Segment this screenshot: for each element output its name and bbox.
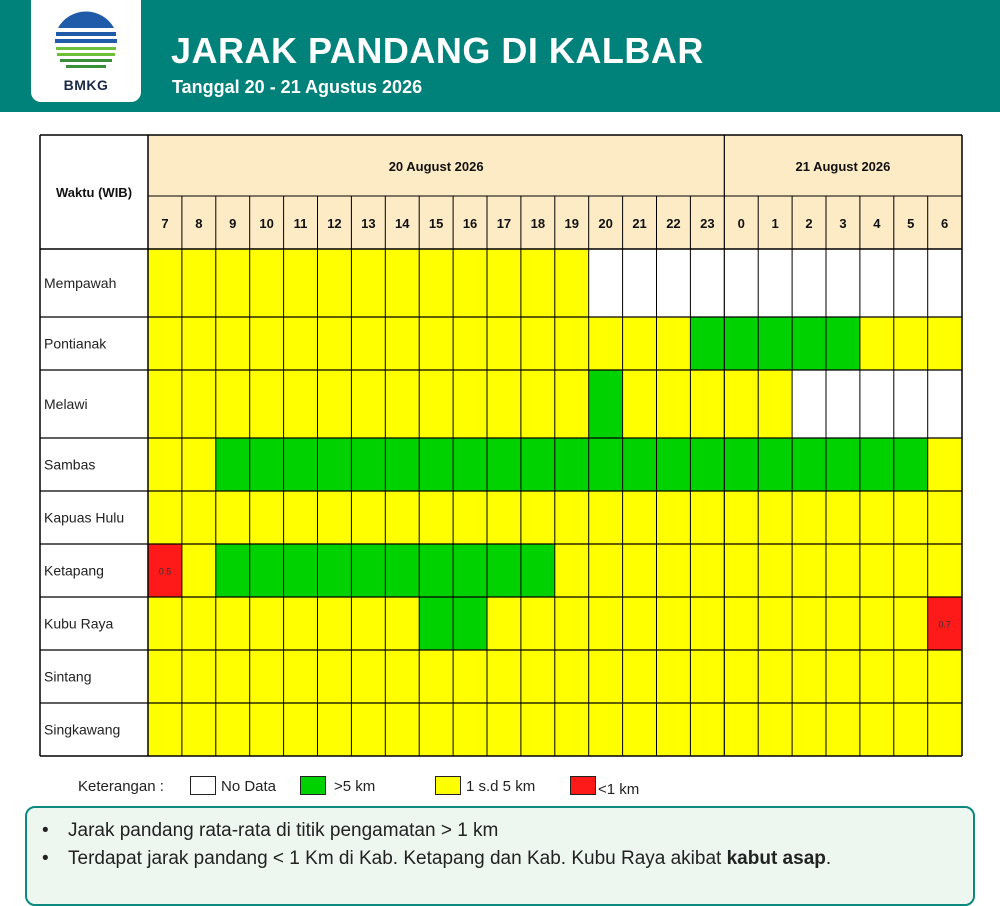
grid-cell [148,650,182,703]
grid-cell [928,249,962,317]
legend-swatch-yellow [435,776,461,795]
grid-cell [318,317,352,370]
grid-cell [589,249,623,317]
grid-cell [250,597,284,650]
grid-cell [928,370,962,438]
grid-cell [250,544,284,597]
grid-cell [758,370,792,438]
grid-cell [690,650,724,703]
grid-cell [623,438,657,491]
grid-cell [555,370,589,438]
grid-cell [589,597,623,650]
grid-cell [589,491,623,544]
grid-cell [351,438,385,491]
grid-cell [589,317,623,370]
grid-cell [318,597,352,650]
grid-cell [521,370,555,438]
grid-cell [487,703,521,756]
grid-cell [724,317,758,370]
grid-cell [623,317,657,370]
grid-cell [284,650,318,703]
grid-cell [453,249,487,317]
grid-cell [724,370,758,438]
grid-cell [589,370,623,438]
grid-cell [724,438,758,491]
grid-cell [826,544,860,597]
hour-label: 4 [873,216,881,231]
grid-cell [894,703,928,756]
grid-cell [928,491,962,544]
grid-cell [894,317,928,370]
grid-cell [690,370,724,438]
cell-value: 0.5 [158,566,172,577]
grid-cell [250,703,284,756]
grid-cell [148,597,182,650]
hour-label: 3 [839,216,847,231]
grid-cell [758,438,792,491]
hour-label: 9 [229,216,237,231]
legend-text-yellow: 1 s.d 5 km [466,778,536,795]
grid-cell [657,317,691,370]
grid-cell [148,438,182,491]
grid-cell [419,438,453,491]
row-label: Melawi [44,396,88,412]
grid-cell [318,491,352,544]
grid-cell [657,249,691,317]
cell-value: 0.7 [938,619,951,630]
hour-label: 5 [907,216,915,231]
grid-cell [250,249,284,317]
grid-cell [284,544,318,597]
grid-cell [589,650,623,703]
grid-cell [724,650,758,703]
notes-box [25,806,975,906]
row-header-label: Waktu (WIB) [55,185,133,200]
grid-cell [521,597,555,650]
grid-cell [351,703,385,756]
grid-cell [758,317,792,370]
grid-cell [589,544,623,597]
grid-cell [148,249,182,317]
grid-cell [351,650,385,703]
grid-cell [758,491,792,544]
grid-cell [521,491,555,544]
grid-cell [589,438,623,491]
grid-cell [318,438,352,491]
grid-cell [555,249,589,317]
grid-cell [860,249,894,317]
grid-cell [453,703,487,756]
grid-cell [453,438,487,491]
grid-cell [182,317,216,370]
grid-cell [250,650,284,703]
grid-cell [792,703,826,756]
grid-cell [555,650,589,703]
grid-cell [623,544,657,597]
hour-label: 2 [805,216,813,231]
grid-cell [182,703,216,756]
grid-cell [758,249,792,317]
grid-cell [623,650,657,703]
grid-cell [724,597,758,650]
grid-cell [758,544,792,597]
grid-cell [758,650,792,703]
row-label: Mempawah [44,275,117,291]
grid-cell [216,317,250,370]
grid-cell [419,703,453,756]
grid-cell [792,370,826,438]
page-subtitle: Tanggal 20 - 21 Agustus 2026 [172,77,423,97]
grid-cell [690,703,724,756]
grid-cell [657,438,691,491]
grid-cell [521,317,555,370]
grid-cell [623,703,657,756]
grid-cell [419,544,453,597]
grid-cell [657,370,691,438]
legend-label: Keterangan : [78,778,164,795]
row-label: Singkawang [44,721,121,738]
grid-cell [385,544,419,597]
grid-cell [555,317,589,370]
grid-cell [589,703,623,756]
grid-cell [453,650,487,703]
grid-cell [826,703,860,756]
grid-cell [148,703,182,756]
grid-cell [555,544,589,597]
page-title: JARAK PANDANG DI KALBAR [171,30,704,71]
grid-cell [351,317,385,370]
grid-cell [385,597,419,650]
grid-cell [419,491,453,544]
grid-cell [792,544,826,597]
grid-cell [351,249,385,317]
hour-label: 16 [462,216,478,231]
grid-cell [148,317,182,370]
legend-text-red: <1 km [598,781,640,798]
grid-cell [521,650,555,703]
grid-cell [894,370,928,438]
grid-cell [623,491,657,544]
grid-cell [385,491,419,544]
hour-label: 22 [666,216,681,231]
grid-cell [148,491,182,544]
hour-label: 15 [428,216,444,231]
hour-label: 7 [161,216,169,231]
hour-label: 23 [700,216,715,231]
hour-label: 21 [632,216,647,231]
grid-cell [284,249,318,317]
grid-cell [385,438,419,491]
grid-cell [453,491,487,544]
grid-cell [555,491,589,544]
grid-cell [826,597,860,650]
note-text-2: Terdapat jarak pandang < 1 Km di Kab. Ketapang dan Kab. Kubu Raya akibat [68,848,727,869]
grid-cell [928,438,962,491]
legend [78,775,778,801]
grid-cell [351,370,385,438]
grid-cell [318,544,352,597]
grid-cell [894,597,928,650]
grid-cell [690,317,724,370]
grid-cell [690,491,724,544]
grid-cell [182,249,216,317]
grid-cell [928,703,962,756]
grid-cell [284,370,318,438]
grid-cell [250,491,284,544]
grid-cell [792,317,826,370]
grid-cell [385,249,419,317]
grid-cell [623,597,657,650]
grid-cell [792,491,826,544]
grid-cell [826,491,860,544]
grid-cell [351,544,385,597]
grid-cell [860,370,894,438]
hour-label: 10 [259,216,274,231]
grid-cell [724,491,758,544]
grid-cell [521,438,555,491]
grid-cell [758,597,792,650]
date-label: 21 August 2026 [795,159,891,174]
grid-cell [792,438,826,491]
grid-cell [657,650,691,703]
grid-cell [216,703,250,756]
grid-cell [182,650,216,703]
grid-cell [318,249,352,317]
row-label: Kubu Raya [44,615,114,632]
hour-label: 19 [564,216,579,231]
row-label: Kapuas Hulu [44,509,125,526]
row-label: Sambas [44,456,96,473]
hour-label: 14 [395,216,410,231]
grid-cell [419,370,453,438]
grid-cell [792,249,826,317]
grid-cell [826,438,860,491]
grid-cell [453,370,487,438]
grid-cell [724,544,758,597]
date-label: 20 August 2026 [388,159,484,174]
grid-cell [216,438,250,491]
row-label: Ketapang [44,562,104,579]
grid-cell [792,597,826,650]
grid-cell [351,597,385,650]
grid-cell [860,703,894,756]
grid-cell [521,703,555,756]
legend-swatch-green [300,776,326,795]
note-text-2-end: . [825,848,832,869]
grid-cell [284,703,318,756]
grid-cell [318,650,352,703]
grid-cell [657,597,691,650]
grid-cell [487,597,521,650]
grid-cell [487,438,521,491]
grid-cell [385,703,419,756]
grid-cell [487,249,521,317]
legend-text-no-data: No Data [221,778,277,795]
grid-cell [385,317,419,370]
hour-label: 20 [598,216,613,231]
grid-cell [623,370,657,438]
grid-cell [216,249,250,317]
hour-label: 17 [496,216,512,231]
grid-cell [284,438,318,491]
grid-cell [250,438,284,491]
grid-cell [928,544,962,597]
grid-cell [894,249,928,317]
grid-cell [555,438,589,491]
grid-cell [148,370,182,438]
hour-label: 6 [941,216,949,231]
grid-cell [792,650,826,703]
grid-cell [385,650,419,703]
legend-swatch-red [570,776,596,795]
grid-cell [894,544,928,597]
grid-cell [826,370,860,438]
grid-cell [928,317,962,370]
grid-cell [690,438,724,491]
hour-label: 18 [530,216,546,231]
hour-label: 13 [361,216,376,231]
grid-cell [826,249,860,317]
hour-label: 0 [737,216,745,231]
hour-label: 12 [327,216,342,231]
grid-cell [860,544,894,597]
hour-label: 8 [195,216,203,231]
grid-cell [419,650,453,703]
note-text-1: Jarak pandang rata-rata di titik pengamatan > 1 km [68,820,499,841]
grid-cell [182,438,216,491]
grid-cell [623,249,657,317]
legend-swatch-no-data [190,776,216,795]
grid-cell [419,249,453,317]
note-item [27,845,973,873]
hour-label: 11 [293,216,308,231]
grid-cell [284,597,318,650]
grid-cell [216,650,250,703]
grid-cell [216,491,250,544]
grid-cell [860,438,894,491]
grid-cell [419,597,453,650]
grid-cell [453,317,487,370]
note-text-2-bold: kabut asap [726,848,826,869]
grid-cell [860,491,894,544]
grid-cell [216,370,250,438]
grid-cell [724,249,758,317]
grid-cell [894,491,928,544]
grid-cell [758,703,792,756]
grid-cell [826,650,860,703]
grid-cell [826,317,860,370]
grid-cell [860,650,894,703]
grid-cell [216,597,250,650]
grid-cell [182,597,216,650]
grid-cell [894,438,928,491]
grid-cell [690,249,724,317]
bmkg-logo-text: BMKG [63,77,109,93]
grid-cell [521,544,555,597]
legend-text-green: >5 km [334,778,376,795]
grid-cell [182,370,216,438]
note-item [27,817,973,845]
grid-cell [860,317,894,370]
grid-cell [555,597,589,650]
grid-cell [453,544,487,597]
grid-cell [385,370,419,438]
grid-cell [419,317,453,370]
grid-cell [928,650,962,703]
grid-cell [555,703,589,756]
hour-label: 1 [771,216,779,231]
grid-cell [284,317,318,370]
grid-cell [657,544,691,597]
grid-cell [487,544,521,597]
grid-cell [250,370,284,438]
grid-cell [216,544,250,597]
row-label: Sintang [44,668,92,685]
grid-cell [318,703,352,756]
grid-cell [318,370,352,438]
grid-cell [724,703,758,756]
grid-cell [690,544,724,597]
grid-cell [690,597,724,650]
grid-cell [487,370,521,438]
grid-cell [487,317,521,370]
grid-cell [521,249,555,317]
row-label: Pontianak [44,335,107,352]
grid-cell [487,491,521,544]
grid-cell [487,650,521,703]
grid-cell [657,703,691,756]
grid-cell [284,491,318,544]
grid-cell [860,597,894,650]
grid-cell [250,317,284,370]
grid-cell [453,597,487,650]
grid-cell [351,491,385,544]
grid-cell [894,650,928,703]
grid-cell [657,491,691,544]
grid-cell [182,544,216,597]
grid-cell [182,491,216,544]
